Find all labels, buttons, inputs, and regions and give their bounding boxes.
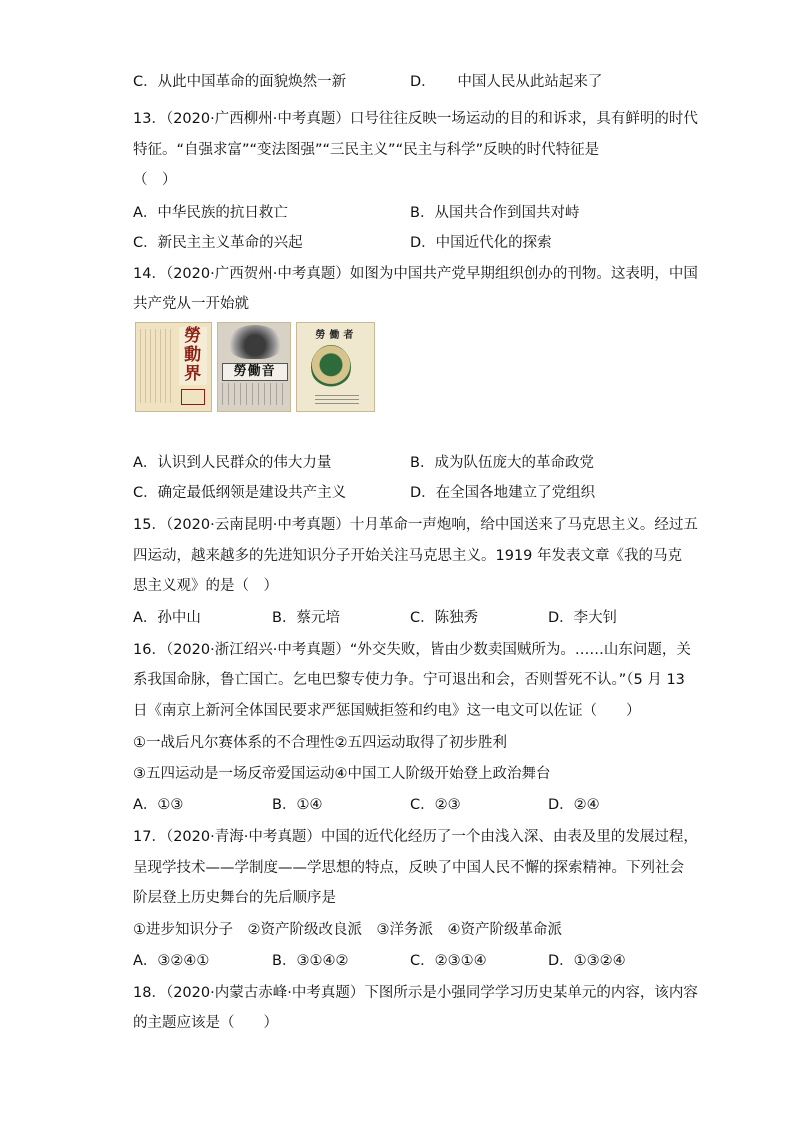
cover-masthead: 勞働音 [222,363,288,381]
periodical-cover-labor-world [135,322,212,412]
q18-stem-line2: 的主题应该是（ ） [133,1015,278,1031]
q16-stem-line1: 16．（2020·浙江绍兴·中考真题）“外交失败，皆由少数卖国贼所为。……山东问题，关 [133,642,691,658]
q17-stem-line3: 阶层登上历史舞台的先后顺序是 [133,890,336,906]
q13-option-a[interactable]: A．中华民族的抗日救亡 [133,205,288,221]
q16-option-a[interactable]: A．①③ [133,797,184,813]
q15-option-d[interactable]: D．李大钊 [548,610,618,626]
q15-stem-line2: 四运动，越来越多的先进知识分子开始关注马克思主义。1919 年发表文章《我的马克 [133,548,683,564]
q13-option-c[interactable]: C．新民主主义革命的兴起 [133,235,303,251]
q17-option-c[interactable]: C．②③①④ [410,953,487,969]
q16-option-c[interactable]: C．②③ [410,797,461,813]
q16-stem-line2: 系我国命脉，鲁亡国亡。乞电巴黎专使力争。宁可退出和会，否则誓死不认。”（5 月 13 [133,672,685,688]
q17-option-b[interactable]: B．③①④② [272,953,349,969]
cover-masthead: 勞働者 [315,330,358,341]
q12-option-d[interactable]: D． 中国人民从此站起来了 [410,74,603,90]
periodical-cover-laborer [296,322,375,412]
q17-stem-line2: 呈现学技术——学制度——学思想的特点，反映了中国人民不懈的探索精神。下列社会 [133,860,684,876]
cover-seal [181,389,205,405]
q15-stem-line1: 15．（2020·云南昆明·中考真题）十月革命一声炮响，给中国送来了马克思主义。经过五 [133,517,698,533]
q16-option-b[interactable]: B．①④ [272,797,323,813]
periodical-cover-labor-voice [217,322,292,412]
q16-statements-line2: ③五四运动是一场反帝爱国运动④中国工人阶级开始登上政治舞台 [133,766,551,782]
q14-stem-line2: 共产党从一开始就 [133,296,249,312]
q15-option-b[interactable]: B．蔡元培 [272,610,340,626]
q14-option-d[interactable]: D．在全国各地建立了党组织 [410,485,596,501]
q13-stem-line1: 13．（2020·广西柳州·中考真题）口号往往反映一场运动的目的和诉求，具有鲜明的时代 [133,111,698,127]
q14-periodical-images [135,322,375,410]
cover-illustration [228,325,282,359]
q13-stem-line2: 特征。“自强求富”“变法图强”“三民主义”“民主与科学”反映的时代特征是 [133,142,600,158]
q16-stem-line3: 日《南京上新河全体国民要求严惩国贼拒签和约电》这一电文可以佐证（ ） [133,703,641,719]
q12-option-c[interactable]: C．从此中国革命的面貌焕然一新 [133,74,347,90]
q17-option-d[interactable]: D．①③②④ [548,953,626,969]
q16-statements-line1: ①一战后凡尔赛体系的不合理性②五四运动取得了初步胜利 [133,735,507,751]
cover-text-lines [315,395,359,405]
q14-option-c[interactable]: C．确定最低纲领是建设共产主义 [133,485,347,501]
q13-option-d[interactable]: D．中国近代化的探索 [410,235,552,251]
q17-statements: ①进步知识分子 ②资产阶级改良派 ③洋务派 ④资产阶级革命派 [133,922,562,938]
q15-stem-line3: 思主义观》的是（ ） [133,578,278,594]
q14-stem-line1: 14．（2020·广西贺州·中考真题）如图为中国共产党早期组织创办的刊物。这表明，中国 [133,266,698,282]
worker-emblem-icon [311,345,351,389]
cover-text-columns [140,329,174,403]
q17-option-a[interactable]: A．③②④① [133,953,210,969]
q15-option-a[interactable]: A．孙中山 [133,610,201,626]
cover-masthead: 勞 動 界 [179,327,207,385]
q15-option-c[interactable]: C．陈独秀 [410,610,479,626]
cover-text-columns [222,383,286,405]
q14-option-b[interactable]: B．成为队伍庞大的革命政党 [410,455,594,471]
q13-option-b[interactable]: B．从国共合作到国共对峙 [410,205,580,221]
q18-stem-line1: 18．（2020·内蒙古赤峰·中考真题）下图所示是小强同学学习历史某单元的内容，该内容 [133,985,698,1001]
q17-stem-line1: 17．（2020·青海·中考真题）中国的近代化经历了一个由浅入深、由表及里的发展过程， [133,829,698,845]
q13-stem-line3: （ ） [133,172,177,188]
q16-option-d[interactable]: D．②④ [548,797,600,813]
q14-option-a[interactable]: A．认识到人民群众的伟大力量 [133,455,332,471]
